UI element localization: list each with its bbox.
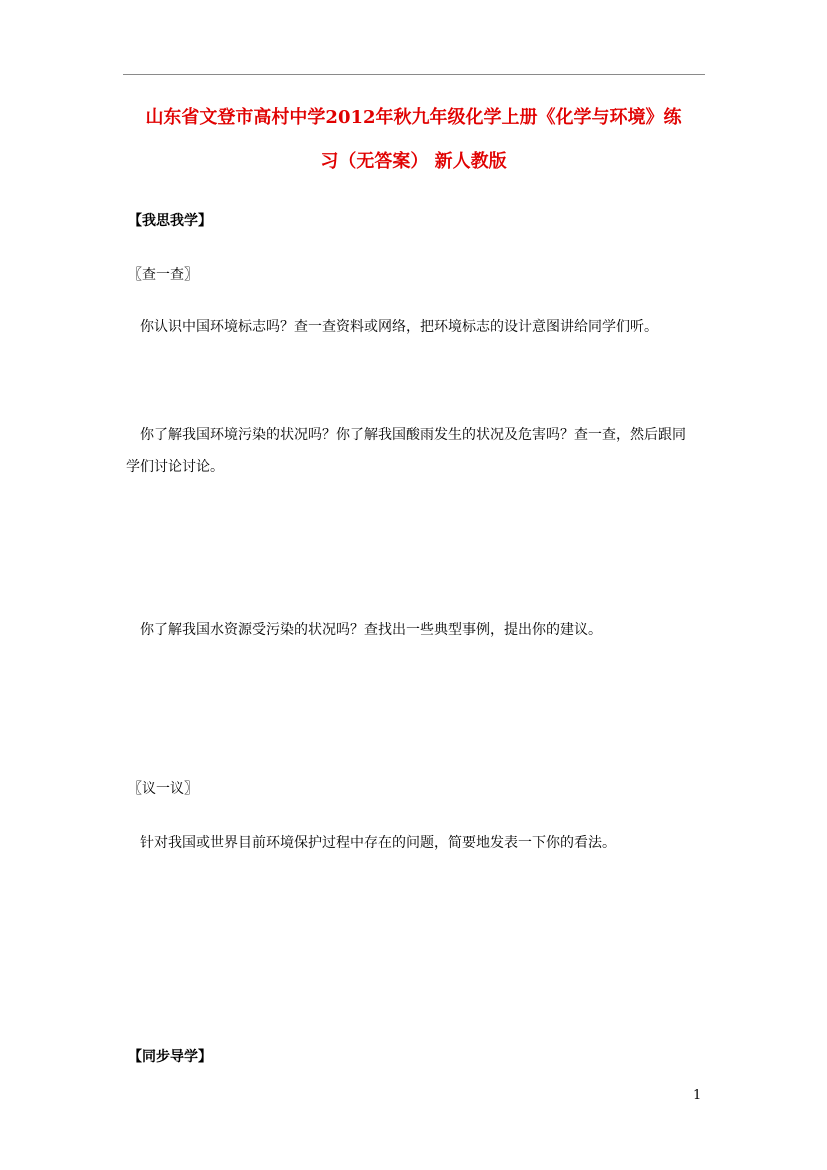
document-title-line-2: 习（无答案） 新人教版: [320, 151, 507, 172]
document-title-line-1: 山东省文登市高村中学2012年秋九年级化学上册《化学与环境》练: [145, 107, 682, 128]
paragraph-text-line-1: 你了解我国环境污染的状况吗？你了解我国酸雨发生的状况及危害吗？查一查，然后跟同: [140, 427, 686, 443]
paragraph-environment-label: [126, 311, 706, 343]
paragraph-environmental-protection: [126, 827, 706, 859]
paragraph-text: 你了解我国水资源受污染的状况吗？查找出一些典型事例，提出你的建议。: [140, 622, 602, 638]
paragraph-text-line-2: 学们讨论讨论。: [126, 459, 224, 475]
section-heading-wo-si-wo-xue: 【我思我学】: [128, 213, 212, 229]
subheading-yi-yi-yi: 〖议一议〗: [128, 781, 198, 797]
page-number: 1: [693, 1088, 702, 1103]
section-heading-tong-bu-dao-xue: 【同步导学】: [128, 1049, 212, 1065]
paragraph-text: 针对我国或世界目前环境保护过程中存在的问题，简要地发表一下你的看法。: [140, 835, 616, 851]
header-rule: [123, 74, 705, 75]
paragraph-text: 你认识中国环境标志吗？查一查资料或网络，把环境标志的设计意图讲给同学们听。: [140, 319, 658, 335]
paragraph-water-pollution: [126, 614, 706, 646]
subheading-cha-yi-cha: 〖查一查〗: [128, 267, 198, 283]
paragraph-pollution-acid-rain: [126, 419, 706, 483]
